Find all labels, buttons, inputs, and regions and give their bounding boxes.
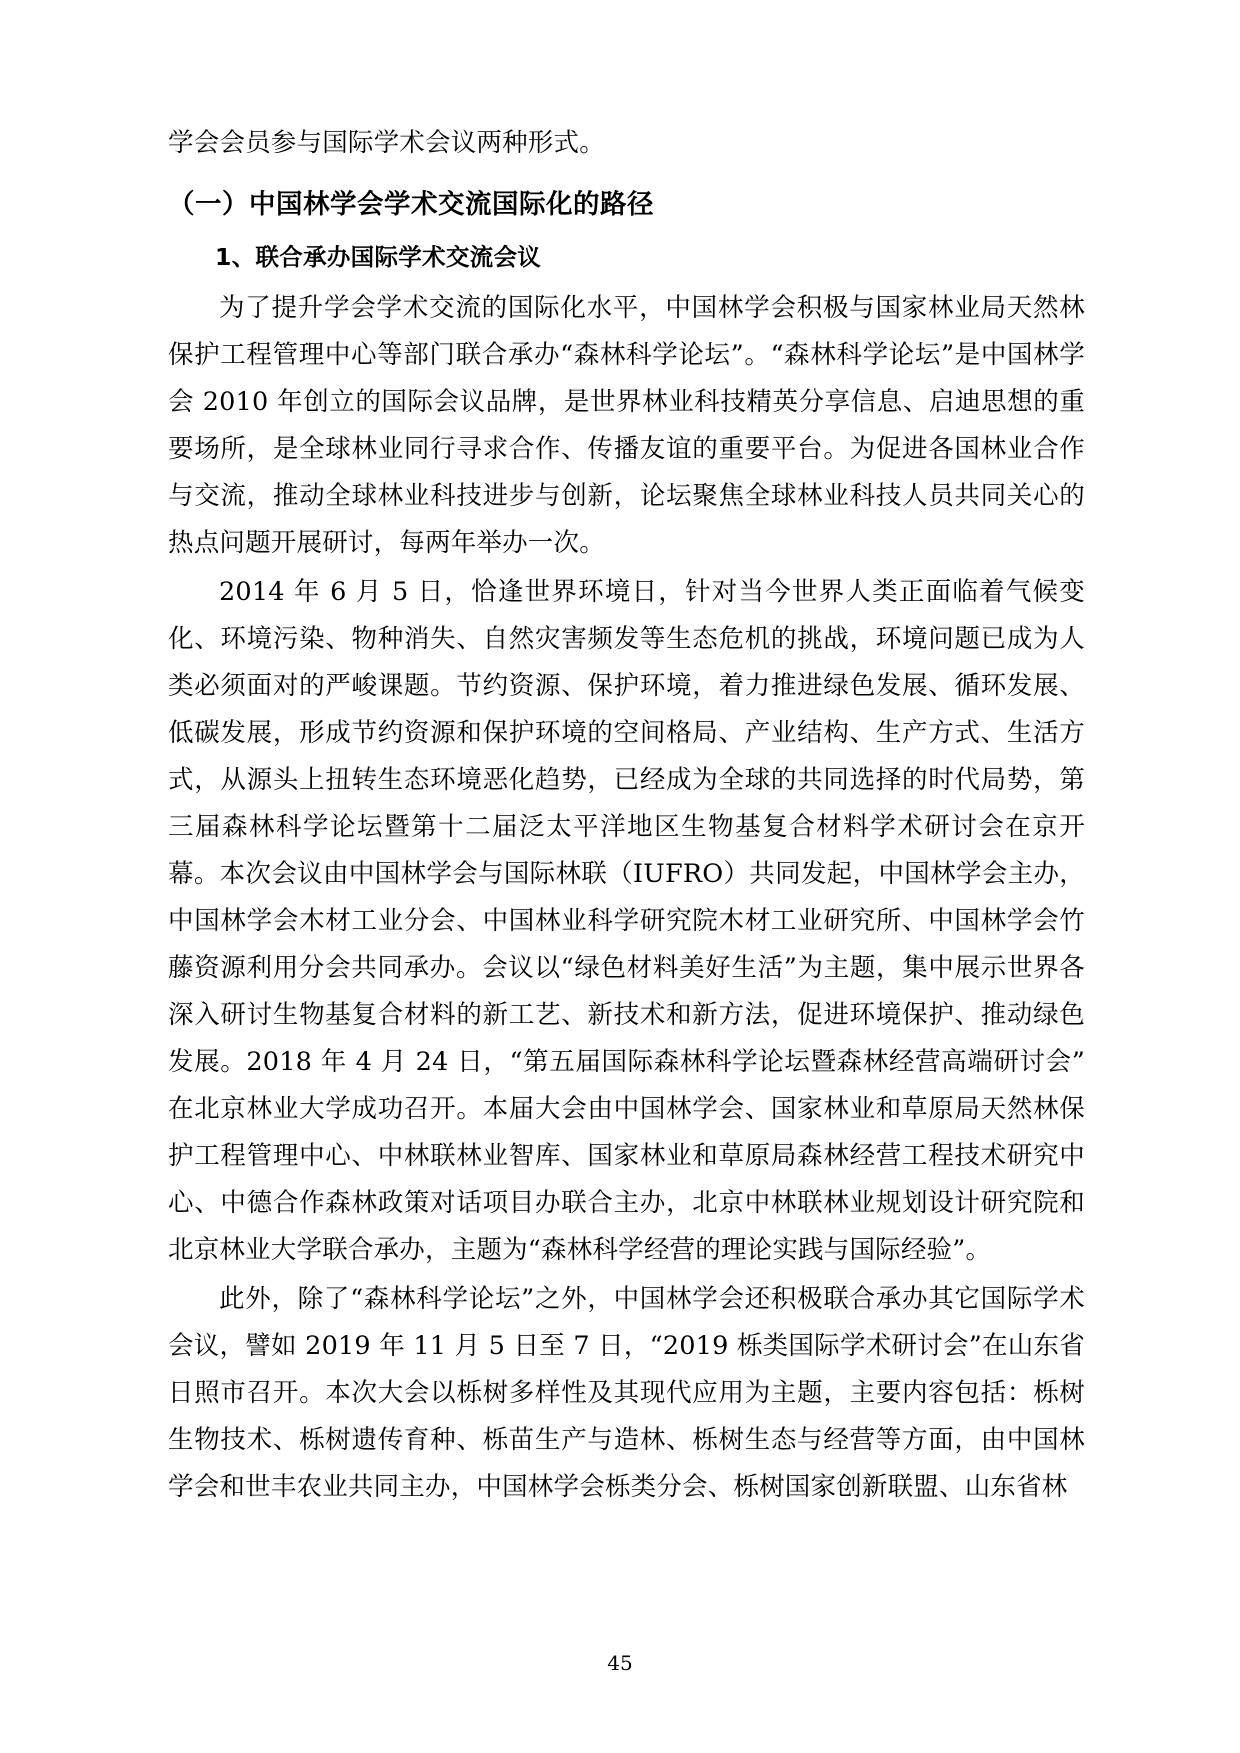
- lead-paragraph: 学会会员参与国际学术会议两种形式。: [168, 128, 605, 158]
- paragraph-1: 为了提升学会学术交流的国际化水平，中国林学会积极与国家林业局天然林保护工程管理中心等部门联合承办“森林科学论坛”。“森林科学论坛”是中国林学会 2010 年创立的国际会议品牌，是世界林业科技精英分享信息、启迪思想的重要场所，是全球林业同行寻求合作、传播友谊的重要平台。为促进各国林业合作与交流，推动全球林业科技进步与创新，论坛聚焦全球林业科技人员共同关心的热点问题开展研讨，每两年举办一次。: [168, 293, 1085, 558]
- paragraph-2: 2014 年 6 月 5 日，恰逢世界环境日，针对当今世界人类正面临着气候变化、环境污染、物种消失、自然灾害频发等生态危机的挑战，环境问题已成为人类必须面对的严峻课题。节约资源、保护环境，着力推进绿色发展、循环发展、低碳发展，形成节约资源和保护环境的空间格局、产业结构、生产方式、生活方式，从源头上扭转生态环境恶化趋势，已经成为全球的共同选择的时代局势，第三届森林科学论坛暨第十二届泛太平洋地区生物基复合材料学术研讨会在京开幕。本次会议由中国林学会与国际林联（IUFRO）共同发起，中国林学会主办，中国林学会木材工业分会、中国林业科学研究院木材工业研究所、中国林学会竹藤资源利用分会共同承办。会议以“绿色材料美好生活”为主题，集中展示世界各深入研讨生物基复合材料的新工艺、新技术和新方法，促进环境保护、推动绿色发展。2018 年 4 月 24 日，“第五届国际森林科学论坛暨森林经营高端研讨会”在北京林业大学成功召开。本届大会由中国林学会、国家林业和草原局天然林保护工程管理中心、中林联林业智库、国家林业和草原局森林经营工程技术研究中心、中德合作森林政策对话项目办联合主办，北京中林联林业规划设计研究院和北京林业大学联合承办，主题为“森林科学经营的理论实践与国际经验”。: [168, 577, 1085, 1265]
- paragraph-3: 此外，除了“森林科学论坛”之外，中国林学会还积极联合承办其它国际学术会议，譬如 2019 年 11 月 5 日至 7 日，“2019 栎类国际学术研讨会”在山东省日照市召开。本次大会以栎树多样性及其现代应用为主题，主要内容包括：栎树生物技术、栎树遗传育种、栎苗生产与造林、栎树生态与经营等方面，由中国林学会和世丰农业共同主办，中国林学会栎类分会、栎树国家创新联盟、山东省林: [168, 1284, 1085, 1502]
- page-number: 45: [607, 1651, 633, 1675]
- page-body: [168, 120, 1085, 1511]
- subsection-heading: 1、联合承办国际学术交流会议: [215, 243, 542, 271]
- section-heading: （一）中国林学会学术交流国际化的路径: [168, 189, 654, 220]
